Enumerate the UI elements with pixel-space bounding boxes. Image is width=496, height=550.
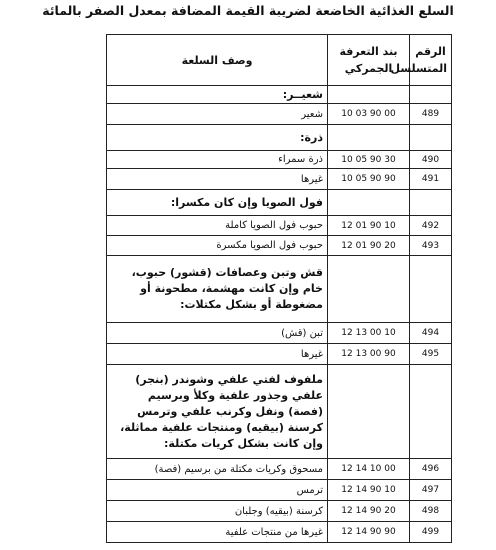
description-cell: غيرها: [107, 169, 328, 190]
category-heading-cell: شعيــر:: [107, 86, 328, 104]
tariff-code-cell: 12 14 90 90: [328, 522, 410, 543]
table-row: [107, 236, 452, 256]
table-header-row: [107, 35, 452, 86]
serial-number-cell: 499: [410, 522, 452, 543]
serial-number-cell: 490: [410, 151, 452, 169]
description-cell: حبوب فول الصويا مكسرة: [107, 236, 328, 256]
tariff-table: [106, 34, 452, 543]
serial-number-cell: 489: [410, 104, 452, 125]
header-tariff-code: بند التعرفة الجمركي: [328, 35, 410, 86]
description-cell: ذرة سمراء: [107, 151, 328, 169]
tariff-code-cell: 12 14 90 20: [328, 501, 410, 522]
table-row: [107, 522, 452, 543]
category-heading-cell: فول الصويا وإن كان مكسرا:: [107, 190, 328, 216]
table-row: [107, 256, 452, 323]
serial-number-cell: [410, 256, 452, 323]
category-heading-cell: ملفوف لفتي علفي وشوندر (بنجر) علفي وجذور علفية وكلأ وبرسيم (فصة) ونفل وكرنب علفي وترمس كرسنة (بيقيه) ومنتجات علفية مماثلة، وإن كانت بشكل كريات مكتلة:: [107, 365, 328, 459]
description-cell: غيرها: [107, 344, 328, 365]
serial-number-cell: 491: [410, 169, 452, 190]
table-row: [107, 459, 452, 480]
tariff-code-cell: [328, 256, 410, 323]
serial-number-cell: [410, 190, 452, 216]
serial-number-cell: 493: [410, 236, 452, 256]
table-row: [107, 365, 452, 459]
serial-number-cell: 496: [410, 459, 452, 480]
description-cell: شعير: [107, 104, 328, 125]
serial-number-cell: [410, 365, 452, 459]
serial-number-cell: 494: [410, 323, 452, 344]
tariff-code-cell: 12 01 90 20: [328, 236, 410, 256]
table-row: [107, 169, 452, 190]
table-row: [107, 151, 452, 169]
table-body: [107, 86, 452, 543]
table-row: [107, 86, 452, 104]
tariff-code-cell: 12 13 00 10: [328, 323, 410, 344]
table-row: [107, 323, 452, 344]
table-row: [107, 125, 452, 151]
serial-number-cell: [410, 86, 452, 104]
description-cell: كرسنة (بيقيه) وجلبان: [107, 501, 328, 522]
tariff-code-cell: 12 13 00 90: [328, 344, 410, 365]
header-description: وصف السلعة: [107, 35, 328, 86]
category-heading-cell: قش وتبن وعصافات (قشور) حبوب، خام وإن كانت مهشمة، مطحونة أو مضغوطة أو بشكل مكتلات:: [107, 256, 328, 323]
serial-number-cell: 495: [410, 344, 452, 365]
tariff-code-cell: 12 01 90 10: [328, 216, 410, 236]
tariff-code-cell: 12 14 10 00: [328, 459, 410, 480]
table-row: [107, 501, 452, 522]
tariff-code-cell: [328, 190, 410, 216]
page-title: السلع الغذائية الخاضعة لضريبة القيمة المضافة بمعدل الصفر بالمائة: [42, 3, 454, 18]
table-row: [107, 344, 452, 365]
tariff-code-cell: 12 14 90 10: [328, 480, 410, 501]
tariff-code-cell: 10 05 90 30: [328, 151, 410, 169]
table-row: [107, 190, 452, 216]
description-cell: مسحوق وكريات مكتلة من برسيم (فصة): [107, 459, 328, 480]
header-serial-number: الرقم المتسلسل: [410, 35, 452, 86]
tariff-code-cell: [328, 125, 410, 151]
table-row: [107, 104, 452, 125]
description-cell: غيرها من منتجات علفية: [107, 522, 328, 543]
serial-number-cell: 498: [410, 501, 452, 522]
table-row: [107, 480, 452, 501]
serial-number-cell: [410, 125, 452, 151]
tariff-code-cell: [328, 365, 410, 459]
table-row: [107, 216, 452, 236]
description-cell: حبوب فول الصويا كاملة: [107, 216, 328, 236]
serial-number-cell: 497: [410, 480, 452, 501]
category-heading-cell: ذرة:: [107, 125, 328, 151]
serial-number-cell: 492: [410, 216, 452, 236]
tariff-code-cell: 10 05 90 90: [328, 169, 410, 190]
description-cell: تبن (قش): [107, 323, 328, 344]
tariff-code-cell: 10 03 90 00: [328, 104, 410, 125]
tariff-code-cell: [328, 86, 410, 104]
description-cell: ترمس: [107, 480, 328, 501]
